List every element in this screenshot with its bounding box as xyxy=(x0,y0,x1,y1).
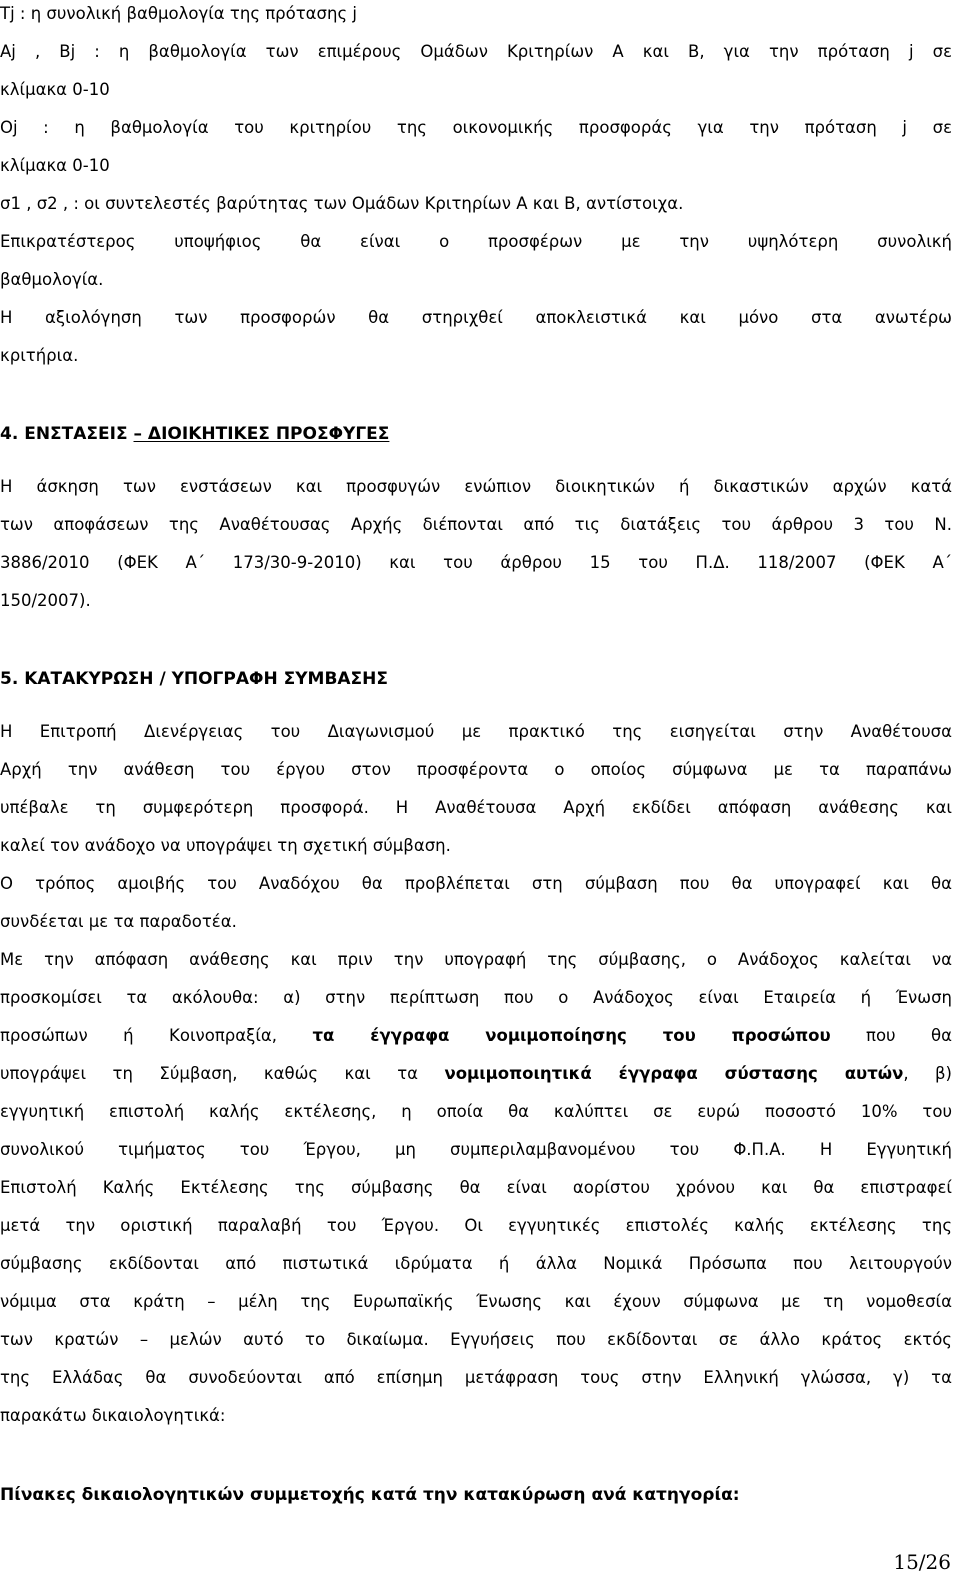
text-line: Aj , Bj : η βαθμολογία των επιμέρους Ομάδων Κριτηρίων Α και Β, για την πρόταση j σε xyxy=(0,42,952,61)
text-line: Η αξιολόγηση των προσφορών θα στηριχθεί αποκλειστικά και μόνο στα ανωτέρω xyxy=(0,308,952,327)
text-run: , β) xyxy=(903,1064,952,1083)
section-title-part: ΕΝΣΤΑΣΕΙΣ xyxy=(24,424,134,444)
text-line: των αποφάσεων της Αναθέτουσας Αρχής διέπονται από τις διατάξεις του άρθρου 3 του Ν. xyxy=(0,515,952,534)
text-line: Tj : η συνολική βαθμολογία της πρότασης j xyxy=(0,4,357,23)
text-line xyxy=(0,1063,952,1085)
text-line: 3886/2010 (ΦΕΚ Α΄ 173/30-9-2010) και του άρθρου 15 του Π.Δ. 118/2007 (ΦΕΚ Α΄ xyxy=(0,553,952,572)
text-line: συνδέεται με τα παραδοτέα. xyxy=(0,912,237,931)
text-line: προσκομίσει τα ακόλουθα: α) στην περίπτωση που ο Ανάδοχος είναι Εταιρεία ή Ένωση xyxy=(0,988,952,1007)
text-line: καλεί τον ανάδοχο να υπογράψει τη σχετική σύμβαση. xyxy=(0,836,451,855)
text-line: εγγυητική επιστολή καλής εκτέλεσης, η οποία θα καλύπτει σε ευρώ ποσοστό 10% του xyxy=(0,1102,952,1121)
text-line: 150/2007). xyxy=(0,591,91,610)
text-line: Oj : η βαθμολογία του κριτηρίου της οικονομικής προσφοράς για την πρόταση j σε xyxy=(0,118,952,137)
text-line: σύμβασης εκδίδονται από πιστωτικά ιδρύματα ή άλλα Νομικά Πρόσωπα που λειτουργούν xyxy=(0,1254,952,1273)
page-number: 15/26 xyxy=(893,1550,951,1574)
text-line: Η άσκηση των ενστάσεων και προσφυγών ενώπιον διοικητικών ή δικαστικών αρχών κατά xyxy=(0,477,952,496)
text-run: προσώπων ή Κοινοπραξία, xyxy=(0,1026,313,1045)
text-line: μετά την οριστική παραλαβή του Έργου. Οι εγγυητικές επιστολές καλής εκτέλεσης της xyxy=(0,1216,952,1235)
text-line: Αρχή την ανάθεση του έργου στον προσφέροντα ο οποίος σύμφωνα με τα παραπάνω xyxy=(0,760,952,779)
section-4-heading xyxy=(0,423,952,445)
text-line: παρακάτω δικαιολογητικά: xyxy=(0,1406,226,1425)
text-run: υπογράψει τη Σύμβαση, καθώς και τα xyxy=(0,1064,445,1083)
text-line: της Ελλάδας θα συνοδεύονται από επίσημη μετάφραση τους στην Ελληνική γλώσσα, γ) τα xyxy=(0,1368,952,1387)
section-title-underlined: – ΔΙΟΙΚΗΤΙΚΕΣ ΠΡΟΣΦΥΓΕΣ xyxy=(133,424,390,444)
text-run: που θα xyxy=(830,1026,952,1045)
tables-heading: Πίνακες δικαιολογητικών συμμετοχής κατά την κατακύρωση ανά κατηγορία: xyxy=(0,1485,740,1505)
text-line: κριτήρια. xyxy=(0,346,79,365)
text-line: συνολικού τιμήματος του Έργου, μη συμπεριλαμβανομένου του Φ.Π.Α. Η Εγγυητική xyxy=(0,1140,952,1159)
section-5-heading: 5. ΚΑΤΑΚΥΡΩΣΗ / ΥΠΟΓΡΑΦΗ ΣΥΜΒΑΣΗΣ xyxy=(0,669,389,689)
text-line: των κρατών – μελών αυτό το δικαίωμα. Εγγυήσεις που εκδίδονται σε άλλο κράτος εκτός xyxy=(0,1330,952,1349)
text-line: νόμιμα στα κράτη – μέλη της Ευρωπαϊκής Ένωσης και έχουν σύμφωνα με τη νομοθεσία xyxy=(0,1292,952,1311)
text-line: υπέβαλε τη συμφερότερη προσφορά. Η Αναθέτουσα Αρχή εκδίδει απόφαση ανάθεσης και xyxy=(0,798,952,817)
section-number: 4. xyxy=(0,424,25,444)
text-line xyxy=(0,1025,952,1047)
text-line: κλίμακα 0-10 xyxy=(0,156,110,175)
text-line: Η Επιτροπή Διενέργειας του Διαγωνισμού με πρακτικό της εισηγείται στην Αναθέτουσα xyxy=(0,722,952,741)
text-line: Με την απόφαση ανάθεσης και πριν την υπογραφή της σύμβασης, ο Ανάδοχος καλείται να xyxy=(0,950,952,969)
text-line: Επιστολή Καλής Εκτέλεσης της σύμβασης θα είναι αορίστου χρόνου και θα επιστραφεί xyxy=(0,1178,952,1197)
text-line: Ο τρόπος αμοιβής του Αναδόχου θα προβλέπεται στη σύμβαση που θα υπογραφεί και θα xyxy=(0,874,952,893)
text-line: βαθμολογία. xyxy=(0,270,104,289)
bold-text-run: νομιμοποιητικά έγγραφα σύστασης αυτών xyxy=(444,1064,904,1083)
bold-text-run: τα έγγραφα νομιμοποίησης του προσώπου xyxy=(312,1026,831,1045)
text-line: Επικρατέστερος υποψήφιος θα είναι ο προσφέρων με την υψηλότερη συνολική xyxy=(0,232,952,251)
text-line: σ1 , σ2 , : οι συντελεστές βαρύτητας των Ομάδων Κριτηρίων Α και Β, αντίστοιχα. xyxy=(0,194,684,213)
text-line: κλίμακα 0-10 xyxy=(0,80,110,99)
